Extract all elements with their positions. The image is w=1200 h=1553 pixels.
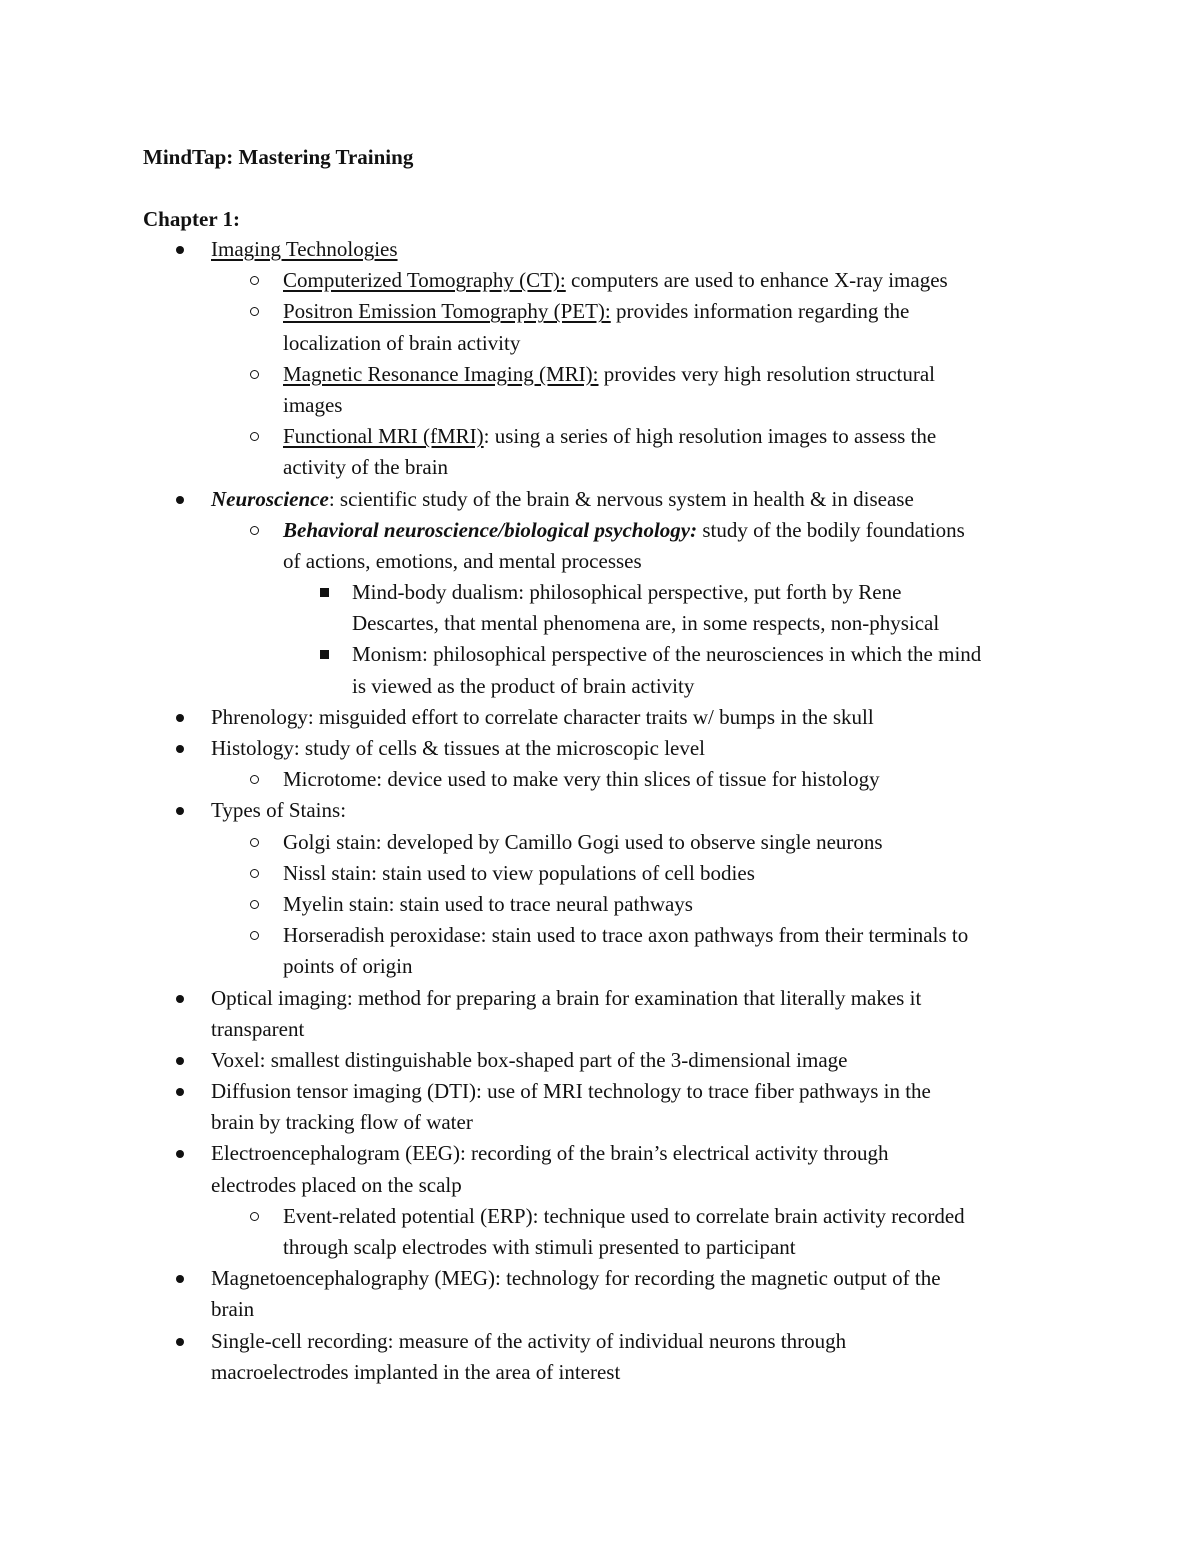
bullet-circle-icon — [250, 307, 259, 316]
list-item — [0, 265, 1200, 296]
text-myelin: Myelin stain: stain used to trace neural pathways — [283, 891, 693, 916]
text-histology: Histology: study of cells & tissues at the microscopic level — [211, 736, 706, 760]
bullet-disc-icon — [176, 1150, 184, 1158]
definition-fmri-cont: activity of the brain — [283, 455, 449, 480]
list-item — [0, 764, 1200, 795]
list-item — [0, 1076, 1200, 1107]
bullet-circle-icon — [250, 931, 259, 940]
text-nissl: Nissl stain: stain used to view populations of cell bodies — [283, 860, 755, 885]
list-item-continuation — [0, 1170, 1200, 1201]
bullet-circle-icon — [250, 775, 259, 784]
definition-behavioral-cont: of actions, emotions, and mental processes — [283, 548, 642, 573]
text-monism: Monism: philosophical perspective of the neurosciences in which the mind — [352, 642, 982, 667]
list-item-continuation — [0, 1107, 1200, 1138]
bullet-disc-icon — [176, 807, 184, 815]
text-microtome: Microtome: device used to make very thin slices of tissue for histology — [283, 767, 880, 792]
text-eeg-cont: electrodes placed on the scalp — [211, 1172, 462, 1197]
bullet-circle-icon — [250, 276, 259, 285]
bullet-square-icon — [320, 650, 329, 659]
list-item — [0, 795, 1200, 826]
text-types-of-stains: Types of Stains: — [211, 798, 347, 823]
text-dti-cont: brain by tracking flow of water — [211, 1110, 473, 1135]
bullet-circle-icon — [250, 900, 259, 909]
list-item — [0, 484, 1200, 515]
definition-ct: computers are used to enhance X-ray images — [565, 268, 948, 293]
list-item — [0, 983, 1200, 1014]
list-item — [0, 421, 1200, 452]
list-item-continuation — [0, 1014, 1200, 1045]
bullet-disc-icon — [176, 246, 184, 254]
list-item — [0, 359, 1200, 390]
text-dti: Diffusion tensor imaging (DTI): use of MRI technology to trace fiber pathways in the — [211, 1079, 931, 1104]
text-meg-cont: brain — [211, 1297, 255, 1322]
bullet-disc-icon — [176, 496, 184, 504]
list-item — [0, 858, 1200, 889]
list-item-continuation — [0, 608, 1200, 639]
bullet-disc-icon — [176, 1057, 184, 1065]
chapter-heading: Chapter 1: — [143, 207, 241, 231]
notes-list — [0, 234, 1200, 1388]
list-item — [0, 1326, 1200, 1357]
list-item — [0, 1138, 1200, 1169]
list-item-continuation — [0, 671, 1200, 702]
list-item — [0, 920, 1200, 951]
bullet-circle-icon — [250, 1212, 259, 1221]
list-item-continuation — [0, 546, 1200, 577]
text-eeg: Electroencephalogram (EEG): recording of the brain’s electrical activity through — [211, 1141, 889, 1166]
list-item-continuation — [0, 1294, 1200, 1325]
text-dualism: Mind-body dualism: philosophical perspective, put forth by Rene — [352, 580, 902, 605]
bullet-circle-icon — [250, 838, 259, 847]
bullet-disc-icon — [176, 1088, 184, 1096]
list-item — [0, 296, 1200, 327]
bullet-circle-icon — [250, 869, 259, 878]
list-item — [0, 515, 1200, 546]
text-horseradish-cont: points of origin — [283, 954, 413, 979]
definition-mri-cont: images — [283, 392, 343, 417]
text-dualism-cont: Descartes, that mental phenomena are, in some respects, non-physical — [352, 611, 940, 636]
text-voxel: Voxel: smallest distinguishable box-shaped part of the 3-dimensional image — [211, 1047, 848, 1072]
definition-fmri: : using a series of high resolution images to assess the — [483, 424, 937, 449]
list-item-continuation — [0, 328, 1200, 359]
list-item-continuation — [0, 390, 1200, 421]
term-neuroscience: Neuroscience — [211, 486, 329, 511]
bullet-square-icon — [320, 588, 329, 597]
bullet-disc-icon — [176, 745, 184, 753]
term-imaging-technologies: Imaging Technologies — [211, 237, 398, 261]
list-item — [0, 733, 1200, 764]
text-single-cell-cont: macroelectrodes implanted in the area of interest — [211, 1359, 621, 1384]
term-ct: Computerized Tomography (CT): — [283, 268, 566, 293]
list-item-continuation — [0, 1232, 1200, 1263]
definition-mri: provides very high resolution structural — [598, 361, 936, 386]
term-fmri: Functional MRI (fMRI) — [283, 424, 484, 449]
list-item — [0, 1263, 1200, 1294]
list-item-continuation — [0, 452, 1200, 483]
term-behavioral-neuroscience: Behavioral neuroscience/biological psychology: — [283, 517, 698, 542]
definition-behavioral: study of the bodily foundations — [697, 517, 965, 542]
bullet-circle-icon — [250, 432, 259, 441]
list-item — [0, 1045, 1200, 1076]
list-item — [0, 702, 1200, 733]
bullet-disc-icon — [176, 714, 184, 722]
text-phrenology: Phrenology: misguided effort to correlate character traits w/ bumps in the skull — [211, 704, 874, 729]
text-meg: Magnetoencephalography (MEG): technology for recording the magnetic output of the — [211, 1266, 941, 1291]
bullet-circle-icon — [250, 526, 259, 535]
bullet-disc-icon — [176, 1275, 184, 1283]
list-item — [0, 1201, 1200, 1232]
list-item — [0, 639, 1200, 670]
text-horseradish: Horseradish peroxidase: stain used to trace axon pathways from their terminals to — [283, 923, 969, 948]
document-title: MindTap: Mastering Training — [143, 145, 414, 169]
list-item — [0, 577, 1200, 608]
text-single-cell: Single-cell recording: measure of the activity of individual neurons through — [211, 1328, 847, 1353]
list-item-continuation — [0, 951, 1200, 982]
text-optical-imaging-cont: transparent — [211, 1016, 305, 1041]
list-item-continuation — [0, 1357, 1200, 1388]
bullet-circle-icon — [250, 370, 259, 379]
text-optical-imaging: Optical imaging: method for preparing a brain for examination that literally makes it — [211, 985, 922, 1010]
definition-neuroscience: : scientific study of the brain & nervous system in health & in disease — [328, 486, 914, 511]
definition-pet: provides information regarding the — [610, 299, 910, 324]
text-erp: Event-related potential (ERP): technique used to correlate brain activity recorded — [283, 1203, 965, 1228]
term-mri: Magnetic Resonance Imaging (MRI): — [283, 361, 599, 386]
list-item — [0, 827, 1200, 858]
list-item — [0, 234, 1200, 265]
text-erp-cont: through scalp electrodes with stimuli presented to participant — [283, 1235, 796, 1259]
text-monism-cont: is viewed as the product of brain activity — [352, 673, 695, 698]
term-pet: Positron Emission Tomography (PET): — [283, 299, 611, 324]
bullet-disc-icon — [176, 995, 184, 1003]
list-item — [0, 889, 1200, 920]
definition-pet-cont: localization of brain activity — [283, 330, 521, 355]
text-golgi: Golgi stain: developed by Camillo Gogi used to observe single neurons — [283, 829, 883, 854]
bullet-disc-icon — [176, 1338, 184, 1346]
